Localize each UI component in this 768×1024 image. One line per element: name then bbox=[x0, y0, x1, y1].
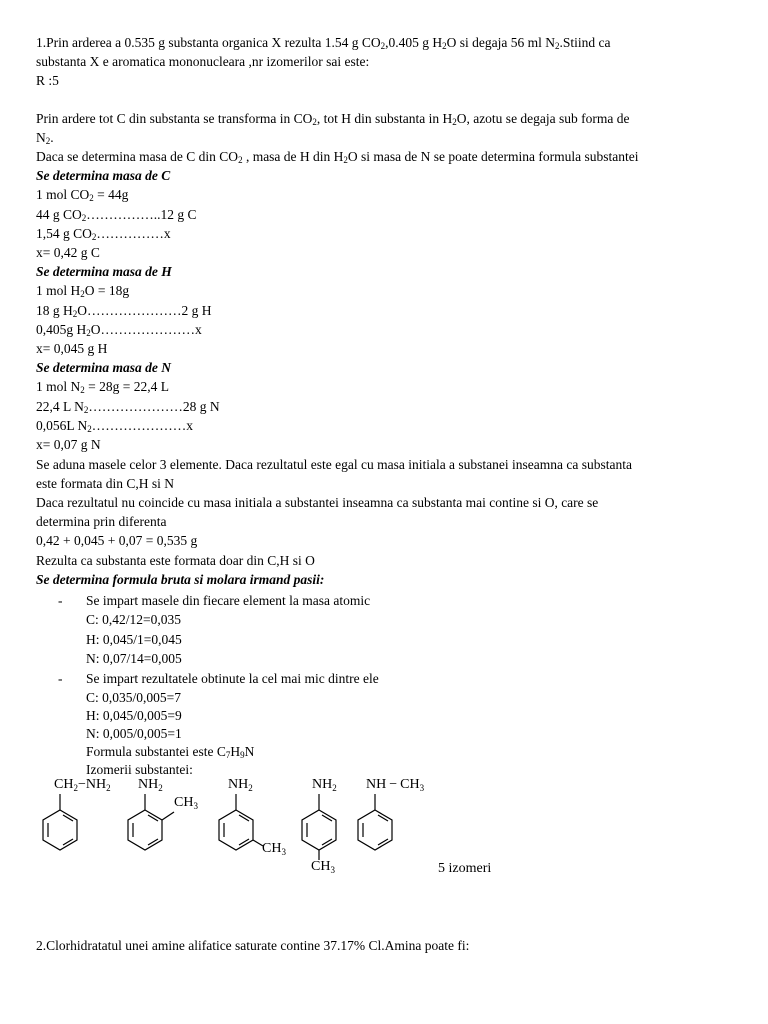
isomer-n-methylaniline bbox=[358, 794, 392, 850]
section-h-line3: 0,405g $H_2O\dots\dots\dots\dots\dots\dots\dots x$ bbox=[36, 322, 202, 338]
daca-paragraph: Daca se determina masa de C din $CO_2$ , masa de H din $H_2O$ si masa de N se poate determina formula substantei bbox=[36, 149, 639, 165]
formula-heading: Se determina formula bruta si molara irmand pasii: bbox=[36, 572, 325, 587]
intro-paragraph-line2: $N_2$. bbox=[36, 130, 54, 146]
isomer1-label: $CH_2-NH_2$ bbox=[54, 777, 111, 793]
isomer-m-toluidine bbox=[219, 794, 263, 850]
section-c-line3: 1,54 g $CO_2\dots\dots\dots\dots\dots x$ bbox=[36, 226, 171, 242]
section-n-line3: 0,056L $N_2\dots\dots\dots\dots\dots\dots\dots x$ bbox=[36, 418, 193, 434]
isomer3-methyl-label: $CH_3$ bbox=[262, 841, 286, 857]
section-h-result: x= 0,045 g H bbox=[36, 341, 108, 356]
bullet-2-text: Se impart rezultatele obtinute la cel mai mic dintre ele bbox=[86, 671, 379, 686]
isomer-o-toluidine bbox=[128, 794, 174, 850]
summary-line2: este formata din C,H si N bbox=[36, 476, 174, 491]
bullet-dash-2: - bbox=[58, 671, 63, 686]
ratio-c: C: 0,42/12=0,035 bbox=[86, 612, 181, 627]
mass-sum: 0,42 + 0,045 + 0,07 = 0,535 g bbox=[36, 533, 198, 548]
isomer-p-toluidine bbox=[302, 794, 336, 860]
isomer-count: 5 izomeri bbox=[438, 861, 492, 876]
section-h-line2: 18 g $H_2O\dots\dots\dots\dots\dots\dots\dots 2$ g H bbox=[36, 303, 212, 319]
isomer4-methyl-label: $CH_3$ bbox=[311, 859, 335, 875]
bullet-dash-1: - bbox=[58, 593, 63, 608]
intro-paragraph: Prin ardere tot C din substanta se transforma in $CO_2$, tot H din substanta in $H_2O$, azotu se degaja sub forma de bbox=[36, 111, 630, 127]
section-n-line2: 22,4 L $N_2\dots\dots\dots\dots\dots\dots\dots 28$ g N bbox=[36, 399, 220, 415]
problem2-statement: 2.Clorhidratatul unei amine alifatice saturate contine 37.17% Cl.Amina poate fi: bbox=[36, 938, 470, 953]
isomer2-methyl-label: $CH_3$ bbox=[174, 795, 198, 811]
problem1-statement-line2: substanta X e aromatica mononucleara ,nr izomerilor sai este: bbox=[36, 54, 370, 69]
section-c-line1: 1 mol $CO_2 = 44g$ bbox=[36, 187, 129, 203]
section-h-heading: Se determina masa de H bbox=[36, 264, 172, 279]
section-n-result: x= 0,07 g N bbox=[36, 437, 101, 452]
isomer3-amine-label: $NH_2$ bbox=[228, 777, 253, 793]
section-c-result: x= 0,42 g C bbox=[36, 245, 100, 260]
problem1-answer: R :5 bbox=[36, 73, 59, 88]
divide-h: H: 0,045/0,005=9 bbox=[86, 708, 182, 723]
section-c-line2: 44 g $CO_2\dots\dots\dots\dots\dots..12$ g C bbox=[36, 207, 197, 223]
isomer4-amine-label: $NH_2$ bbox=[312, 777, 337, 793]
isomer2-amine-label: $NH_2$ bbox=[138, 777, 163, 793]
molecular-formula: Formula substantei este $C_7H_9N$ bbox=[86, 744, 255, 760]
divide-c: C: 0,035/0,005=7 bbox=[86, 690, 181, 705]
isomer-benzylamine bbox=[43, 794, 77, 850]
section-c-heading: Se determina masa de C bbox=[36, 168, 171, 183]
ratio-n: N: 0,07/14=0,005 bbox=[86, 651, 182, 666]
isomer-structures bbox=[0, 760, 768, 890]
section-h-line1: 1 mol $H_2O = 18g$ bbox=[36, 283, 130, 299]
summary-line4: determina prin diferenta bbox=[36, 514, 167, 529]
problem1-statement: 1.Prin arderea a 0.535 g substanta organica X rezulta 1.54 g $CO_2,0.405$ g $H_2O$ si degaja 56 ml $N_2.Stiind$ ca bbox=[36, 35, 611, 51]
summary-line3: Daca rezultatul nu coincide cu masa initiala a substantei inseamna ca substanta mai contine si O, care se bbox=[36, 495, 599, 510]
isomer5-label: NH − $CH_3$ bbox=[366, 777, 425, 793]
section-n-line1: 1 mol $N_2 = 28g = 22,4$ L bbox=[36, 379, 169, 395]
section-n-heading: Se determina masa de N bbox=[36, 360, 171, 375]
summary-conclusion: Rezulta ca substanta este formata doar din C,H si O bbox=[36, 553, 315, 568]
divide-n: N: 0,005/0,005=1 bbox=[86, 726, 182, 741]
summary-line1: Se aduna masele celor 3 elemente. Daca rezultatul este egal cu masa initiala a substanei inseamna ca substanta bbox=[36, 457, 632, 472]
ratio-h: H: 0,045/1=0,045 bbox=[86, 632, 182, 647]
isomers-label: Izomerii substantei: bbox=[86, 762, 193, 777]
bullet-1-text: Se impart masele din fiecare element la masa atomic bbox=[86, 593, 371, 608]
